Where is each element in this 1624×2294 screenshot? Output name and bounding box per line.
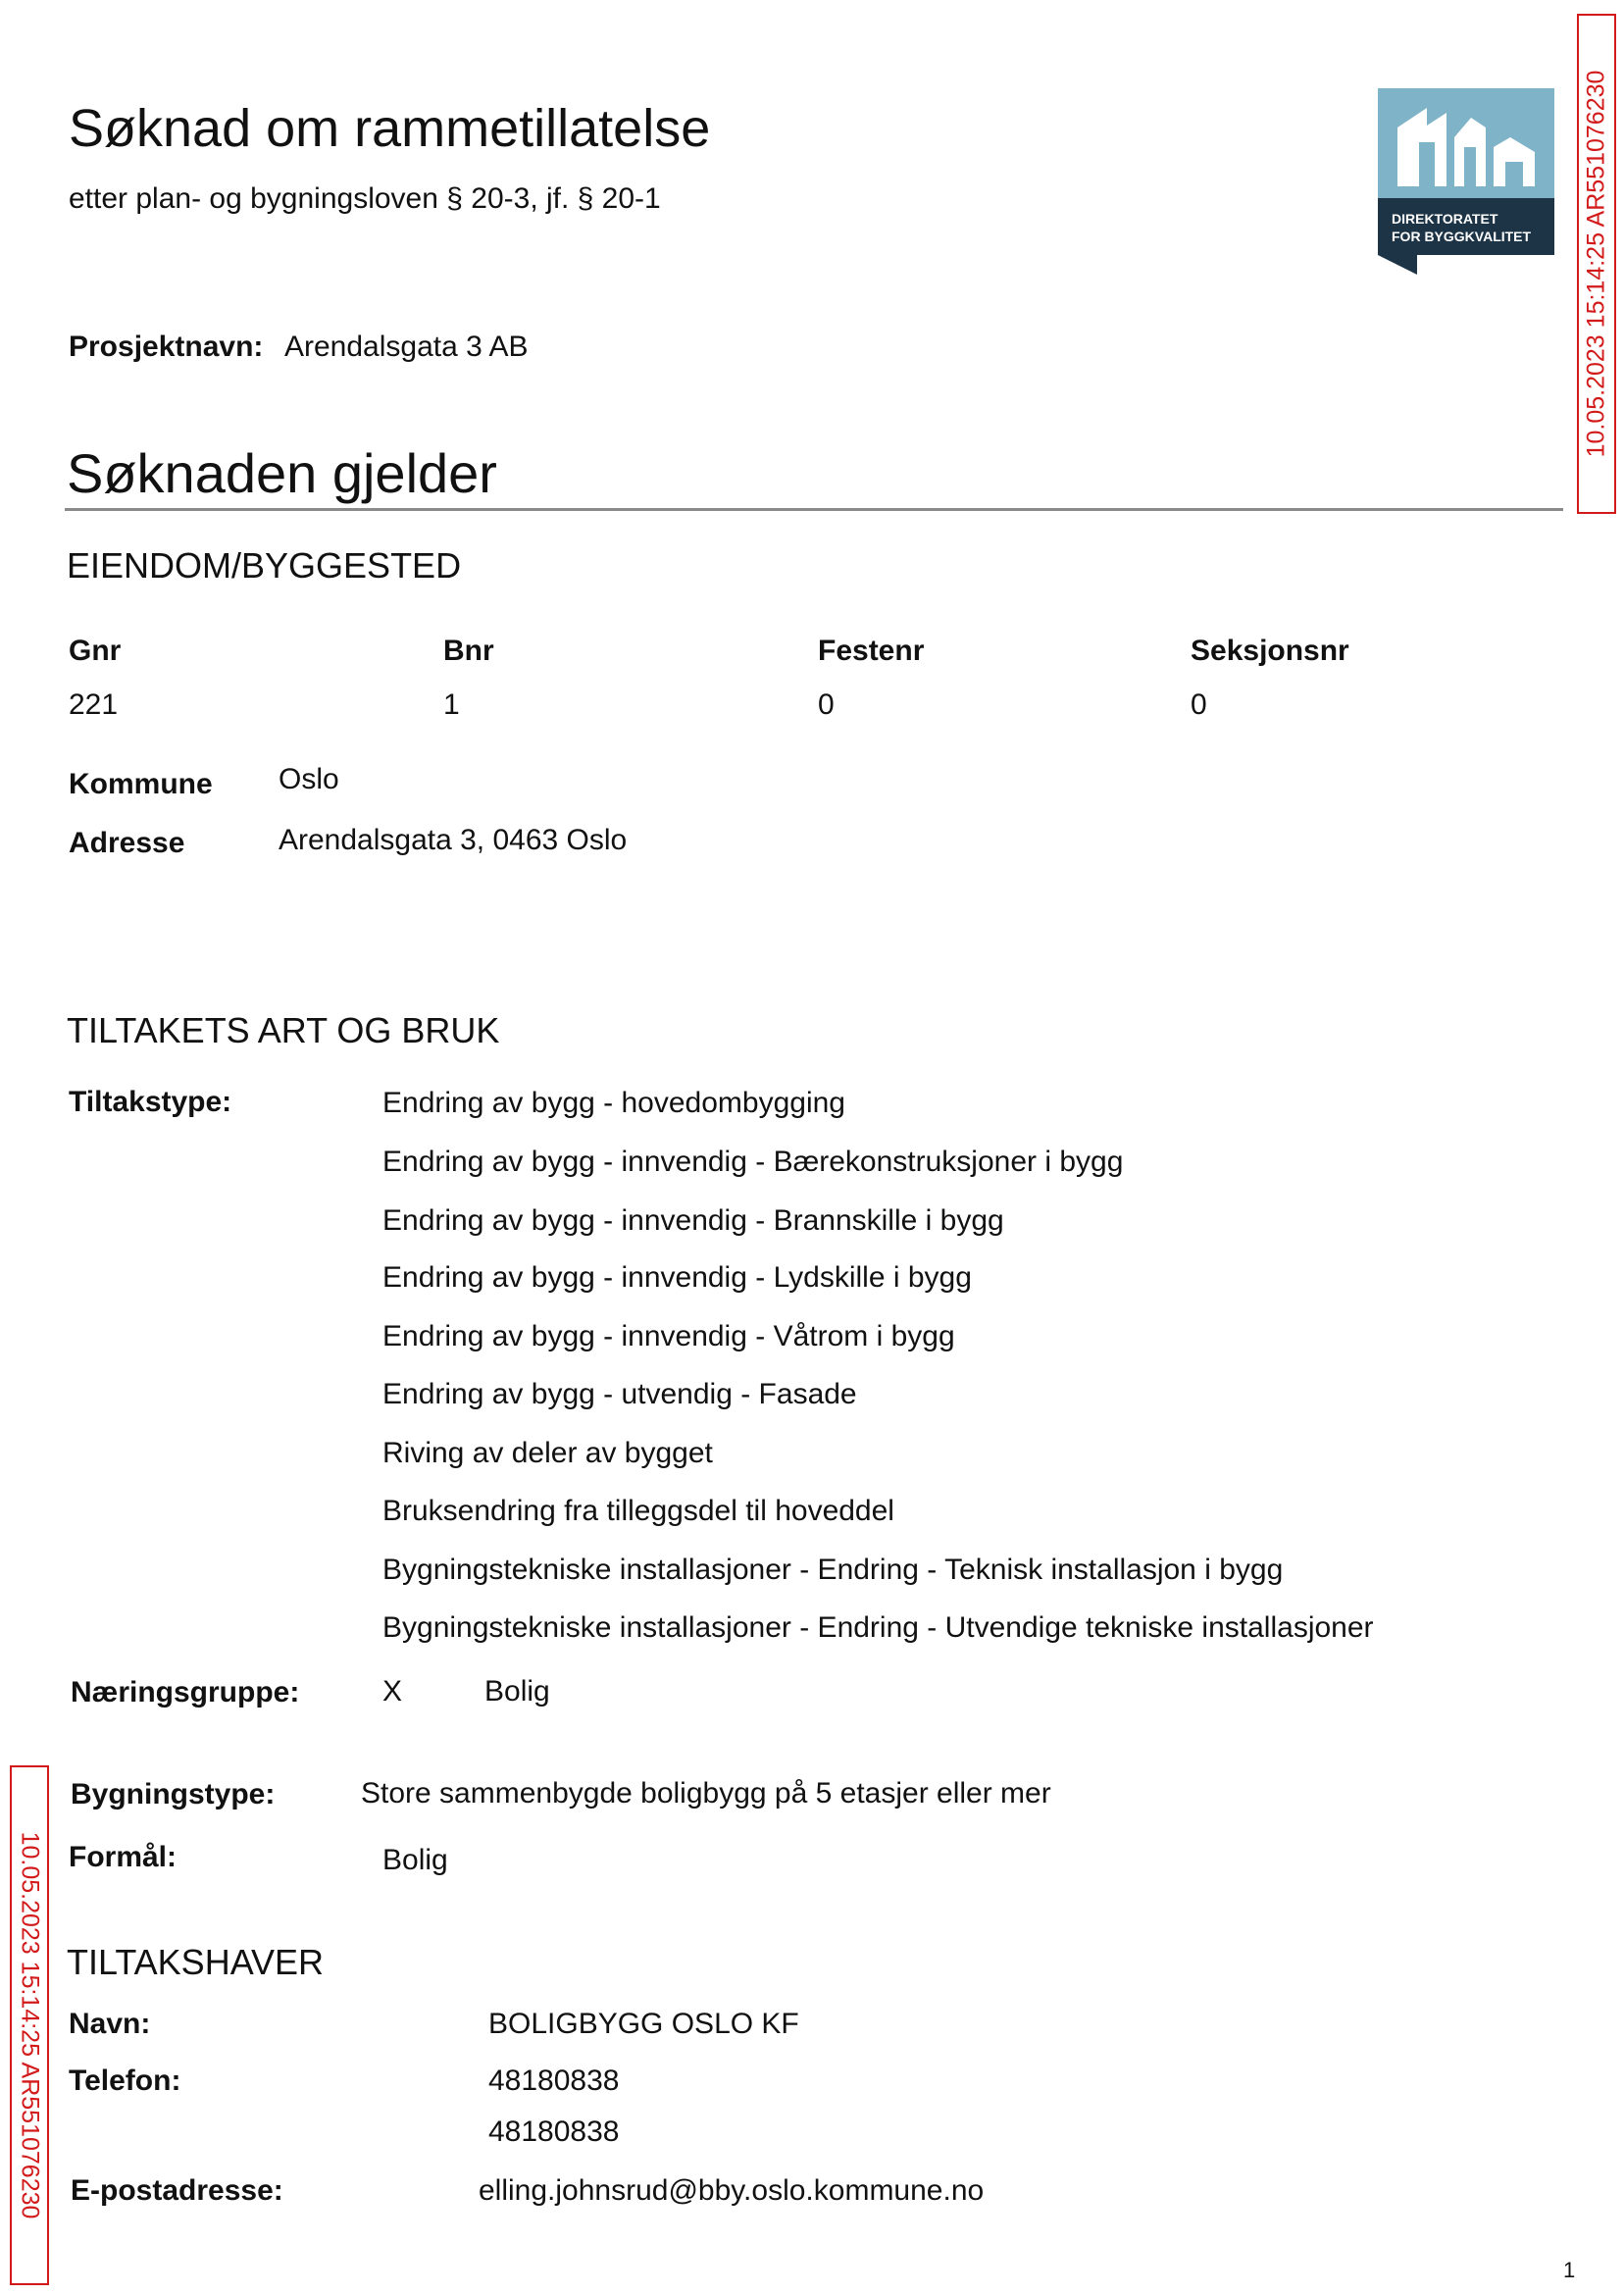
page-number: 1 <box>1563 2258 1576 2282</box>
gnr-label: Gnr <box>69 635 122 667</box>
bygningstype-value: Store sammenbygde boligbygg på 5 etasjer eller mer <box>361 1777 1051 1810</box>
building-logo-icon <box>1378 88 1554 275</box>
epost-value: elling.johnsrud@bby.oslo.kommune.no <box>479 2174 985 2207</box>
kommune-value: Oslo <box>279 763 339 795</box>
formal-value: Bolig <box>382 1844 448 1876</box>
naeringsgruppe-value: Bolig <box>484 1675 550 1708</box>
project-label: Prosjektnavn: <box>69 331 264 363</box>
tiltakstype-item: Endring av bygg - utvendig - Fasade <box>382 1378 857 1410</box>
tiltakstype-label: Tiltakstype: <box>69 1086 232 1118</box>
tiltak-heading: TILTAKETS ART OG BRUK <box>67 1010 500 1050</box>
tiltakstype-item: Endring av bygg - hovedombygging <box>382 1087 845 1119</box>
adresse-value: Arendalsgata 3, 0463 Oslo <box>279 824 628 856</box>
document-subtitle: etter plan- og bygningsloven § 20-3, jf. § 20-1 <box>69 182 661 215</box>
bnr-value: 1 <box>443 688 460 721</box>
navn-label: Navn: <box>69 2008 151 2040</box>
project-value: Arendalsgata 3 AB <box>284 331 529 363</box>
tiltakstype-item: Endring av bygg - innvendig - Våtrom i bygg <box>382 1320 955 1352</box>
tiltakstype-item: Bygningstekniske installasjoner - Endring - Teknisk installasjon i bygg <box>382 1554 1284 1586</box>
adresse-label: Adresse <box>69 827 185 859</box>
tiltakstype-item: Endring av bygg - innvendig - Lydskille i bygg <box>382 1261 972 1294</box>
tiltakstype-item: Riving av deler av bygget <box>382 1437 713 1469</box>
naeringsgruppe-code: X <box>382 1675 403 1708</box>
seksjonsnr-value: 0 <box>1191 688 1207 721</box>
telefon-value: 48180838 <box>488 2116 620 2148</box>
naeringsgruppe-label: Næringsgruppe: <box>71 1676 300 1708</box>
navn-value: BOLIGBYGG OSLO KF <box>488 2008 799 2040</box>
gnr-value: 221 <box>69 688 119 721</box>
dibk-logo <box>1378 88 1554 275</box>
formal-label: Formål: <box>69 1841 178 1873</box>
stamp-text: 10.05.2023 15:14:25 AR551076230 <box>1582 70 1610 458</box>
tiltakstype-item: Endring av bygg - innvendig - Bærekonstruksjoner i bygg <box>382 1146 1124 1178</box>
logo-text-1: DIREKTORATET <box>1392 211 1498 227</box>
kommune-label: Kommune <box>69 768 213 800</box>
bnr-label: Bnr <box>443 635 494 667</box>
logo-text-2: FOR BYGGKVALITET <box>1392 229 1532 244</box>
bygningstype-label: Bygningstype: <box>71 1778 276 1810</box>
document-title: Søknad om rammetillatelse <box>69 99 711 158</box>
telefon-value: 48180838 <box>488 2065 620 2097</box>
tiltakshaver-heading: TILTAKSHAVER <box>67 1942 325 1982</box>
timestamp-stamp-top <box>1577 14 1616 514</box>
section-title: Søknaden gjelder <box>67 442 497 504</box>
property-heading: EIENDOM/BYGGESTED <box>67 545 462 586</box>
telefon-label: Telefon: <box>69 2065 181 2097</box>
seksjonsnr-label: Seksjonsnr <box>1191 635 1349 667</box>
timestamp-stamp-left <box>10 1765 49 2285</box>
tiltakstype-item: Endring av bygg - innvendig - Brannskille i bygg <box>382 1204 1004 1237</box>
tiltakstype-item: Bygningstekniske installasjoner - Endring - Utvendige tekniske installasjoner <box>382 1611 1374 1644</box>
epost-label: E-postadresse: <box>71 2174 283 2207</box>
festenr-label: Festenr <box>818 635 925 667</box>
stamp-text: 10.05.2023 15:14:25 AR551076230 <box>16 1831 44 2219</box>
tiltakstype-item: Bruksendring fra tilleggsdel til hoveddel <box>382 1495 894 1527</box>
festenr-value: 0 <box>818 688 835 721</box>
section-divider <box>65 508 1563 511</box>
